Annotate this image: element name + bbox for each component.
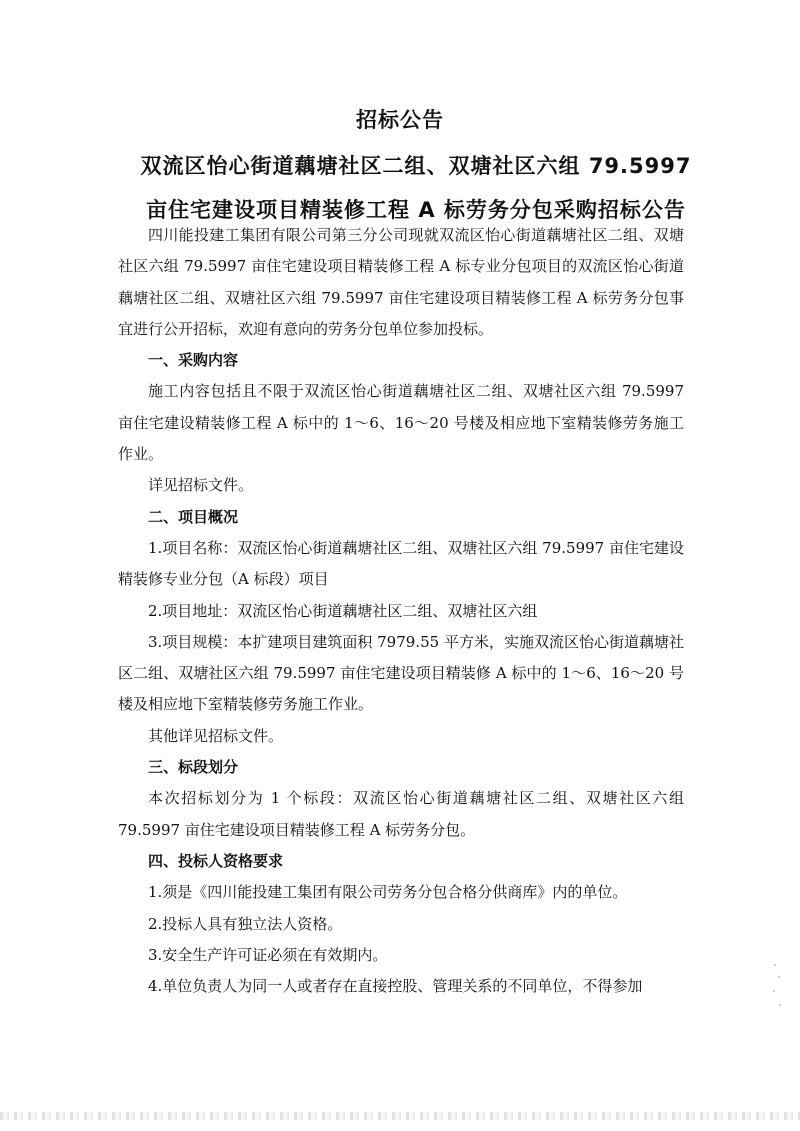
subtitle-line-1: 双流区怡心街道藕塘社区二组、双塘社区六组 79.5997 — [140, 154, 692, 178]
scan-artifact-edge — [0, 1112, 800, 1120]
document-body — [118, 220, 684, 1002]
document-subtitle — [116, 144, 716, 232]
section-heading-procurement: 一、采购内容 — [148, 351, 239, 370]
intro-paragraph: 四川能投建工集团有限公司第三分公司现就双流区怡心街道藕塘社区二组、双塘社区六组 79.5997 亩住宅建设项目精装修工程 A 标专业分包项目的双流区怡心街道藕塘社区二组、双塘社区六组 79.5997 亩住宅建设项目精装修工程 A 标劳务分包事宜进行公开招标，欢迎有意向的劳务分包单位参加投标。 — [118, 226, 684, 338]
document-title: 招标公告 — [356, 108, 444, 132]
paragraph: 4.单位负责人为同一人或者存在直接控股、管理关系的不同单位，不得参加 — [148, 977, 643, 996]
subtitle-line-2: 亩住宅建设项目精装修工程 A 标劳务分包采购招标公告 — [146, 198, 686, 222]
paragraph: 3.项目规模：本扩建项目建筑面积 7979.55 平方米，实施双流区怡心街道藕塘社区二组、双塘社区六组 79.5997 亩住宅建设项目精装修 A 标中的 1～6、16～20 号楼及相应地下室精装修劳务施工作业。 — [118, 632, 684, 714]
paragraph: 详见招标文件。 — [148, 476, 254, 495]
paragraph: 1.项目名称：双流区怡心街道藕塘社区二组、双塘社区六组 79.5997 亩住宅建设精装修专业分包（A 标段）项目 — [118, 538, 684, 589]
paragraph: 2.项目地址：双流区怡心街道藕塘社区二组、双塘社区六组 — [148, 601, 538, 620]
scan-artifact-dots — [770, 960, 784, 1020]
paragraph: 其他详见招标文件。 — [148, 726, 284, 745]
paragraph: 2.投标人具有独立法人资格。 — [148, 914, 343, 933]
paragraph: 3.安全生产许可证必须在有效期内。 — [148, 945, 388, 964]
section-heading-lots: 三、标段划分 — [148, 758, 239, 777]
paragraph: 1.须是《四川能投建工集团有限公司劳务分包合格分供商库》内的单位。 — [148, 883, 628, 902]
section-heading-overview: 二、项目概况 — [148, 507, 239, 526]
paragraph: 本次招标划分为 1 个标段：双流区怡心街道藕塘社区二组、双塘社区六组 79.5997 亩住宅建设项目精装修工程 A 标劳务分包。 — [118, 789, 684, 839]
section-heading-qualification: 四、投标人资格要求 — [148, 851, 284, 870]
paragraph: 施工内容包括且不限于双流区怡心街道藕塘社区二组、双塘社区六组 79.5997 亩住宅建设精装修工程 A 标中的 1～6、16～20 号楼及相应地下室精装修劳务施工作业。 — [118, 382, 684, 464]
